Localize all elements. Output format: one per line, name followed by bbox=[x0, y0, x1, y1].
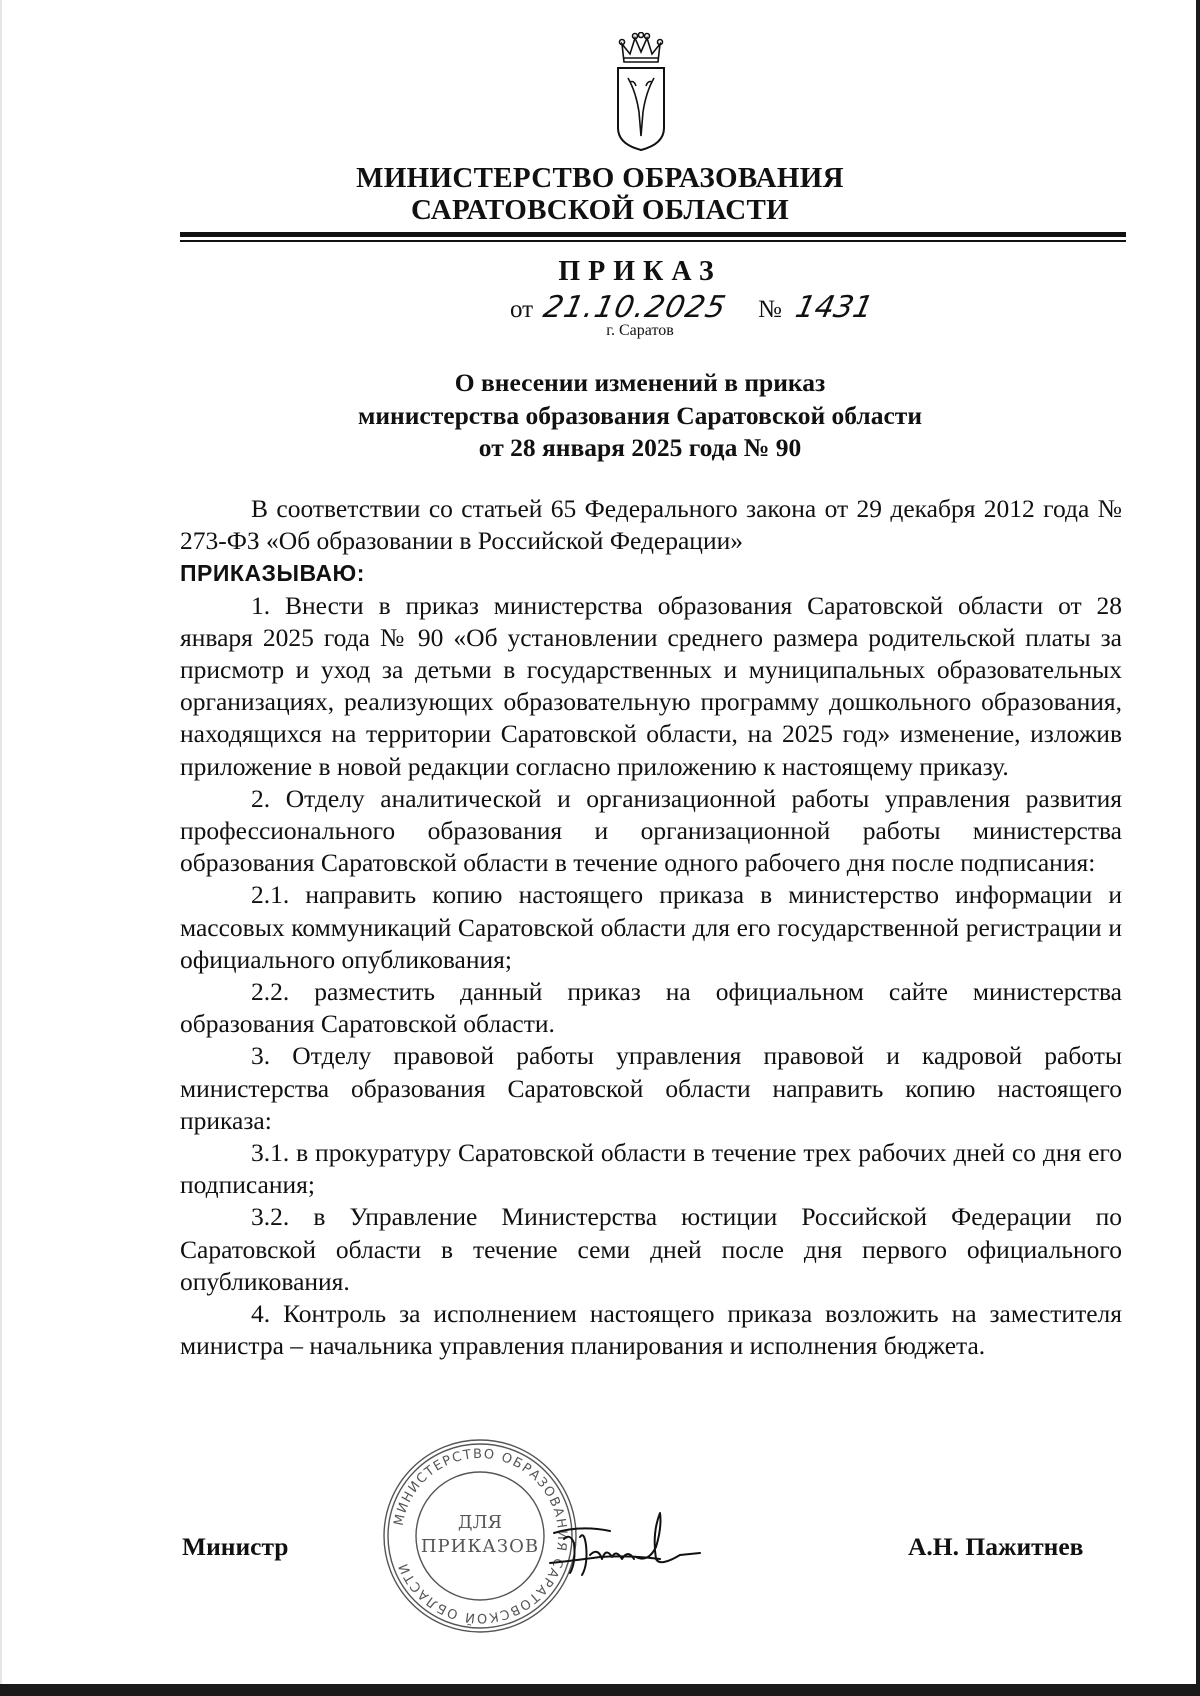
document-body bbox=[180, 493, 1122, 1362]
paragraph-3: 3. Отделу правовой работы управления правовой и кадровой работы министерства образования Саратовской области направить копию настоящего приказа: bbox=[180, 1041, 1122, 1135]
signatory-name: А.Н. Пажитнев bbox=[908, 1532, 1084, 1561]
order-city: г. Саратов bbox=[606, 322, 674, 339]
handwritten-signature bbox=[540, 1503, 720, 1593]
order-from-label: от bbox=[510, 296, 534, 323]
document-title-line3: от 28 января 2025 года № 90 bbox=[478, 433, 802, 462]
order-number: 1431 bbox=[792, 290, 877, 325]
paragraph-4: 4. Контроль за исполнением настоящего приказа возложить на заместителя министра – начальника управления планирования и исполнения бюджета. bbox=[180, 1299, 1122, 1361]
order-date: 21.10.2025 bbox=[540, 290, 730, 325]
coat-of-arms-icon bbox=[614, 32, 668, 154]
page-edge-bottom bbox=[0, 1684, 1200, 1696]
signatory-role: Министр bbox=[182, 1532, 289, 1561]
order-word: ПРИКАЗЫВАЮ: bbox=[180, 560, 365, 587]
seal-center-line1: ДЛЯ bbox=[457, 1512, 503, 1533]
paragraph-2-2: 2.2. разместить данный приказ на официальном сайте министерства образования Саратовской области. bbox=[180, 977, 1122, 1039]
seal-ring-text: МИНИСТЕРСТВО ОБРАЗОВАНИЯ САРАТОВСКОЙ ОБЛАСТИ bbox=[391, 1446, 570, 1626]
seal-center-line2: ПРИКАЗОВ bbox=[420, 1536, 540, 1557]
page-edge-left bbox=[0, 0, 2, 1696]
header-rule-thin bbox=[180, 240, 1126, 242]
paragraph-2: 2. Отделу аналитической и организационной работы управления развития профессионального образования и организационной работы министерства образования Саратовской области в течение одного рабочего дня после подписания: bbox=[180, 783, 1122, 878]
paragraph-3-2: 3.2. в Управление Министерства юстиции Российской Федерации по Саратовской области в течение семи дней после дня первого официального опубликования. bbox=[180, 1202, 1122, 1296]
ministry-name-line1: МИНИСТЕРСТВО ОБРАЗОВАНИЯ bbox=[356, 162, 844, 194]
paragraph-1: 1. Внести в приказ министерства образования Саратовской области от 28 января 2025 года № 90 «Об установлении среднего размера родительской платы за присмотр и уход за детьми в государственных и муниципальных образовательных организациях, реализующих образовательную программу дошкольного образования, находящихся на территории Саратовской области, на 2025 год» изменение, изложив приложение в новой редакции согласно приложению к настоящему приказу. bbox=[180, 590, 1122, 781]
paragraph-2-1: 2.1. направить копию настоящего приказа в министерство информации и массовых коммуникаций Саратовской области для его государственной регистрации и официального опубликования; bbox=[180, 880, 1122, 974]
ministry-name-line2: САРАТОВСКОЙ ОБЛАСТИ bbox=[411, 194, 789, 226]
order-number-label: № bbox=[758, 296, 782, 323]
document-title-line2: министерства образования Саратовской области bbox=[357, 401, 923, 430]
document-type: ПРИКАЗ bbox=[558, 256, 722, 287]
document-title-line1: О внесении изменений в приказ bbox=[454, 368, 826, 397]
paragraph-3-1: 3.1. в прокуратуру Саратовской области в течение трех рабочих дней со дня его подписания; bbox=[180, 1138, 1122, 1200]
preamble-paragraph: В соответствии со статьей 65 Федерального закона от 29 декабря 2012 года № 273-ФЗ «Об образовании в Российской Федерации» bbox=[180, 494, 1122, 556]
page-edge-right bbox=[1196, 0, 1200, 1696]
header-rule-thick bbox=[180, 232, 1126, 237]
